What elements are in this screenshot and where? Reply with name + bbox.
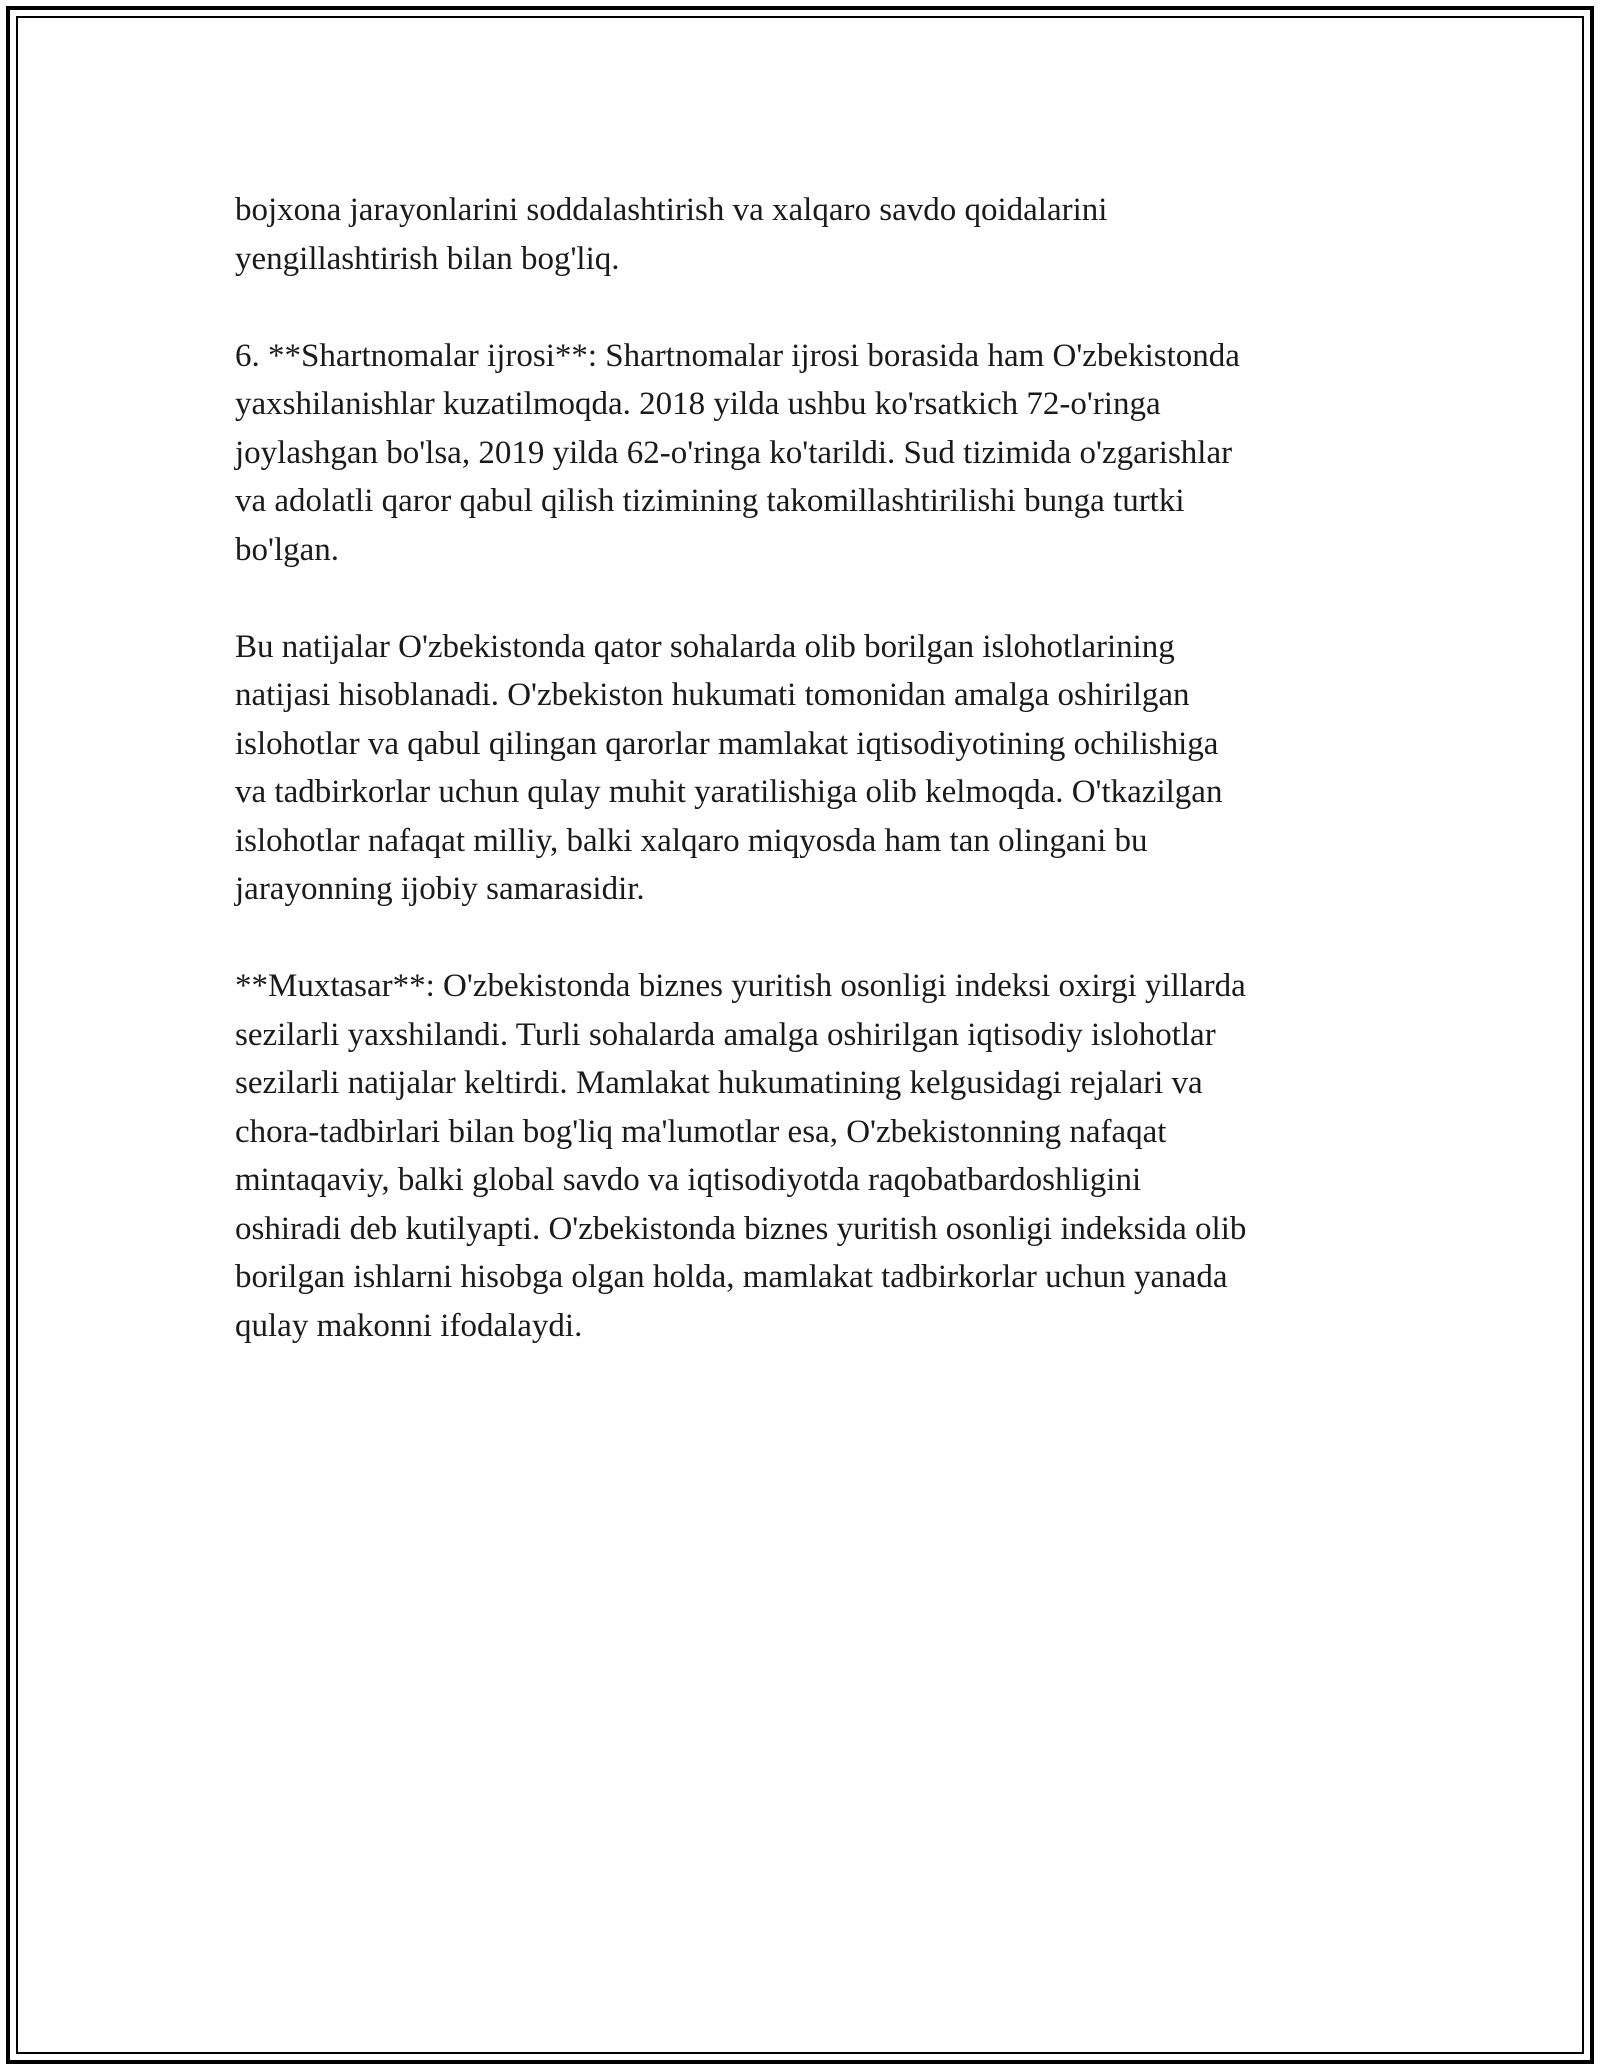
text-line: va adolatli qaror qabul qilish tizimining takomillashtirilishi bunga turtki	[235, 483, 1185, 519]
text-line: Bu natijalar O'zbekistonda qator sohalarda olib borilgan islohotlarining	[235, 628, 1175, 665]
document-body	[235, 186, 1375, 1399]
text-line: bo'lgan.	[235, 531, 340, 568]
text-line: 6. **Shartnomalar ijrosi**: Shartnomalar ijrosi borasida ham O'zbekistonda	[235, 337, 1240, 374]
paragraph-2	[235, 332, 1375, 575]
text-line: joylashgan bo'lsa, 2019 yilda 62-o'ringa ko'tarildi. Sud tizimida o'zgarishlar	[235, 434, 1233, 471]
text-line: yengillashtirish bilan bog'liq.	[235, 240, 620, 277]
text-line: borilgan ishlarni hisobga olgan holda, mamlakat tadbirkorlar uchun yanada	[235, 1259, 1228, 1295]
text-line: oshiradi deb kutilyapti. O'zbekistonda biznes yuritish osonligi indeksida olib	[235, 1210, 1247, 1247]
text-line: sezilarli yaxshilandi. Turli sohalarda amalga oshirilgan iqtisodiy islohotlar	[235, 1016, 1216, 1053]
text-line: chora-tadbirlari bilan bog'liq ma'lumotlar esa, O'zbekistonning nafaqat	[235, 1113, 1167, 1150]
text-line: va tadbirkorlar uchun qulay muhit yaratilishiga olib kelmoqda. O'tkazilgan	[235, 774, 1223, 810]
paragraph-4	[235, 962, 1375, 1350]
text-line: sezilarli natijalar keltirdi. Mamlakat hukumatining kelgusidagi rejalari va	[235, 1065, 1203, 1101]
paragraph-1	[235, 186, 1375, 283]
text-line: mintaqaviy, balki global savdo va iqtisodiyotda raqobatbardoshligini	[235, 1162, 1142, 1198]
text-line: islohotlar nafaqat milliy, balki xalqaro miqyosda ham tan olingani bu	[235, 822, 1148, 859]
text-line: jarayonning ijobiy samarasidir.	[235, 871, 645, 907]
text-line: yaxshilanishlar kuzatilmoqda. 2018 yilda ushbu ko'rsatkich 72-o'ringa	[235, 386, 1161, 422]
text-line: qulay makonni ifodalaydi.	[235, 1307, 583, 1344]
text-line: islohotlar va qabul qilingan qarorlar mamlakat iqtisodiyotining ochilishiga	[235, 725, 1219, 762]
text-line: **Muxtasar**: O'zbekistonda biznes yuritish osonligi indeksi oxirgi yillarda	[235, 968, 1246, 1004]
text-line: natijasi hisoblanadi. O'zbekiston hukumati tomonidan amalga oshirilgan	[235, 677, 1190, 713]
paragraph-3	[235, 623, 1375, 914]
text-line: bojxona jarayonlarini soddalashtirish va xalqaro savdo qoidalarini	[235, 192, 1108, 228]
